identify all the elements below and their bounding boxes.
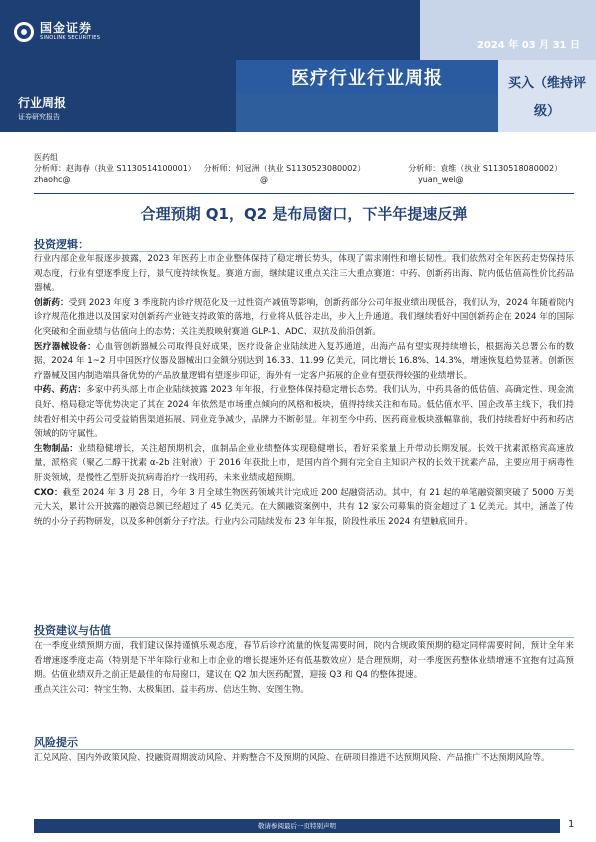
lead-cxo: CXO： (34, 487, 63, 498)
group-name: 医药组 (34, 153, 58, 162)
paragraph-cxo: CXO：截至 2024 年 3 月 28 日，今年 3 月全球生物医药领域共计完成近 200 起融资活动。其中，有 21 起的单笔融资额突破了 5000 万美元大关，累计公开披露的融资总额已经超过了 45 亿美元。在大额融资案例中，共有 12 家公司募集的资金超过了 1 亿美元。其中，涵盖了传统的小分子药物研发，以及多种创新分子疗法。行业内公司陆续发布 23 年年报，阶段性承压 2024 有望触底回升。 (34, 487, 574, 527)
paragraph-devices: 医疗器械设备：心血管创新器械公司取得良好成果，医疗设备企业陆续进入复苏通道，出海产品有望实现持续增长，根据海关总署公布的数据，2024 年 1~2 月中国医疗仪器及器械出口金额分别达到 16.33、11.99 亿美元，同比增长 16.8%、14.3%，增速恢复趋势显著。创新医疗器械及国内制造端具备优势的产品放量逻辑有望逐步印证，海外有一定客户拓展的企业有望获得较强的业绩增长。 (34, 341, 574, 381)
section-rule-advice (34, 637, 574, 638)
author-block (34, 152, 574, 185)
report-type: 行业周报 (18, 96, 67, 110)
company-logo (14, 22, 100, 42)
author-1: 分析师：赵海春（执业 S1130514100001） (34, 164, 196, 173)
page-number: 1 (568, 819, 575, 830)
report-title: 医疗行业行业周报 (291, 68, 443, 89)
lead-biologics: 生物制品： (34, 443, 79, 454)
lead-innovative-drugs: 创新药： (34, 297, 69, 308)
author-divider (34, 193, 574, 194)
logo-mark-icon (14, 22, 34, 42)
report-headline: 合理预期 Q1，Q2 是布局窗口，下半年提速反弹 (140, 205, 468, 223)
section-body-logic (34, 252, 574, 529)
author-1-email[interactable]: zhaohc@ (34, 175, 71, 184)
paragraph-tcm: 中药、药店：多家中药头部上市企业陆续披露 2023 年年报，行业整体保持稳定增长态势。我们认为，中药具备的低估值、高确定性、现金流良好、格局稳定等优势决定了其在 2024 年依然是市场重点倾向的风格和板块，值得持续关注和布局。低估值水平、国企改革主线下，我们持续看好相关中药公司受益销售渠道拓展、同业竞争减少，品牌力不断彰显。年初至今中药、医药商业板块涨幅靠前，我们持续看好中药和药店领域的防守属性。 (34, 385, 574, 440)
logo-name-cn: 国金证券 (40, 21, 93, 35)
header-decor-panel (236, 94, 498, 132)
report-date: 2024 年 03 月 31 日 (476, 40, 580, 51)
lead-devices: 医疗器械设备： (34, 341, 96, 352)
footer-disclaimer: 敬请参阅最后一页特别声明 (258, 822, 336, 830)
author-3: 分析师：袁维（执业 S1130518080002） (408, 164, 563, 173)
section-title-logic: 投资逻辑： (34, 238, 89, 251)
logo-name-en: SINOLINK SECURITIES (40, 35, 101, 41)
rating-badge: 买入（维持评级） (507, 76, 586, 119)
email-row (34, 174, 574, 185)
paragraph-risk: 汇兑风险、国内外政策风险、投融资周期波动风险、并购整合不及预期的风险、在研项目推进不达预期风险、产品推广不达预期风险等。 (34, 753, 550, 763)
section-body-advice (34, 639, 574, 697)
author-2: 分析师：何冠洲（执业 S1130523080002） (203, 164, 366, 173)
section-title-advice: 投资建议与估值 (34, 624, 111, 637)
author-row (34, 163, 574, 174)
author-3-email[interactable]: yuan_wei@ (418, 175, 464, 184)
paragraph-overview: 行业内部企业年报逐步披露，2023 年医药上市企业整体保持了稳定增长势头，体现了需求刚性和增长韧性。我们依然对全年医药走势保持乐观态度，行业有望逐季度上行，景气度持续恢复。赛道方面，继续建议重点关注三大重点赛道：中药、创新药出海、院内低估值高性价比药品器械。 (34, 254, 574, 294)
section-rule-risk (34, 749, 574, 750)
report-subtype: 证券研究报告 (18, 113, 60, 121)
section-body-risk (34, 751, 574, 766)
paragraph-innovative-drugs: 创新药：受到 2023 年度 3 季度院内诊疗规范化及一过性资产减值等影响，创新药部分公司年报业绩出现低谷，我们认为，2024 年随着院内诊疗规范化推进以及国家对创新药产业链支持政策的落地，行业将从低谷走出，步入上升通道。我们继续看好中国创新药企在 2024 年的国际化突破和全面业绩与估值向上的态势；关注美股映射赛道 GLP-1、ADC、双抗及前沿创新。 (34, 297, 574, 337)
paragraph-advice: 在一季度业绩预期方面，我们建议保持谨慎乐观态度，春节后诊疗流量的恢复需要时间，院内合规政策预期的稳定同样需要时间，预计全年来看增速逐季度走高（特别是下半年除行业和上市企业的增长提速外还有低基数效应）是合理预期，对一季度医药整体业绩增速不宜抱有过高预期。估值业绩双升之前正是最佳的布局窗口，建议在 Q2 加大医药配置，迎接 Q3 和 Q4 的整体提速。 (34, 641, 574, 681)
paragraph-key-companies: 重点关注公司：特宝生物、太极集团、益丰药房、信达生物、安图生物。 (34, 684, 310, 695)
section-title-risk: 风险提示 (34, 736, 78, 749)
author-2-email[interactable]: @ (260, 175, 268, 184)
paragraph-biologics: 生物制品：业绩稳健增长，关注超预期机会，血制品企业业绩整体实现稳健增长，看好采浆量上升带动长期发展。长效干扰素派格宾高速放量，派格宾（聚乙二醇干扰素 α-2b 注射液）于 2016 年获批上市，是国内首个拥有完全自主知识产权的长效干扰素产品，主要应用于病毒性肝炎领域，是慢性乙型肝炎抗病毒治疗一线用药，未来业绩成超预期。 (34, 443, 574, 483)
lead-tcm: 中药、药店： (34, 385, 87, 396)
